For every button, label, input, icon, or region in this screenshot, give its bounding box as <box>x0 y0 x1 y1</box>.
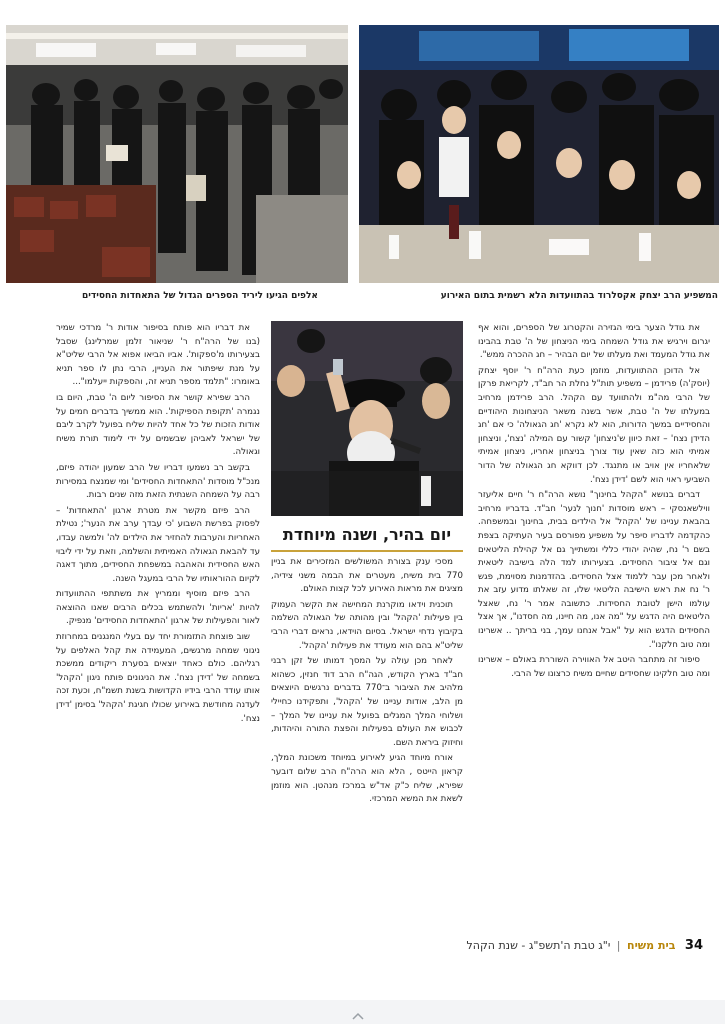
issue-date: י"ג טבת ה'תשפ"ג - שנת הקהל <box>466 939 611 952</box>
paragraph: בקשב רב נשמעו דבריו של הרב שמעון יהודה פיזם, מנכ"ל מוסדות 'התאחדות החסידים' ומי שמנצח במסירות רבה על השמחה השנתית הזאת מזה שנים רבות. <box>56 462 260 501</box>
paragraph: הרב פיזם מוסיף וממריץ את משתתפי ההתוועדות להיות 'אריות' ולהשתמש בכלים הרבים שאנו ההוצאה לאור והפעילות של ארגון 'התאחדות החסידים' מנפיק. <box>56 589 260 627</box>
paragraph: אל הדוכן ההתוועדות, מוזמן כעת הרה"ח ר' יוסף יצחק (יוסק'ה) פרידמן – משפיע תות"ל נחלת הר חב"ד, לקריאת פרקן של הרבי מה"מ ולהתוועד עם הקהל. הרב פרידמן מרחיב במעלתו של ה' טבת, אשר בשנה משאר הניצחונות היהודיים והחסידיים במשך הדורות, הוא לא נקרא 'חג הגאולה' כי אם 'חג הדידן נצח' – זאת כיוון ש'ניצחון' קשור עם המילה 'נצח', וניצחון אמיתי הוא כזה שאין עוד צורך בניצחון אחריו, ניצחון אמיתי שלאחריו אין אויב או מתנגד. לכן דווקא חג הגאולה של הדור השביעי ראוי הוא לשם 'דידן נצח'. <box>478 365 710 485</box>
section-headline: יום בהיר, ושנה מיוחדת <box>271 520 463 552</box>
paragraph: דברים בנושא "הקהל בחינוך" נושא הרה"ח ר' חיים אליעזר ווילשאנסקי – ראש מוסדות 'חנוך לנער' חב"ד. בדבריו מרחיב בהבאת עניינו של 'הקהל' אל הילדים בבית, בחינוך ובמשפחה. כהקדמה לדבריו סיפר על משפיע מפורסם בעיר העתיקה בצפת בשם ר' נח, שהיה יהודי כללי ומשתייך גם אל קהילת הליטאים וגם אל ציבור החסידים. בצעירותו למד הלה בישיבה ליטאית ולאחר מכן עבר ללמוד אצל החסידים. בהזדמנות מסוימת, פגש ר' נח את ראש הישיבה הליטאי שלו, זה שאלתו מדוע עזב את עולמו הישן לטובת החסידות. כתשובה אמר ר' נח, שאצל הליטאים היה הדגש על "מה אנו, מה חיינו, מה חסדנו", אך אצל החסידים הדגש הוא על "אבל אנחנו עמך, בני בריתך .. אשרינו ומה טוב חלקנו". <box>478 490 710 650</box>
paragraph: שוב פוצחת התזמורת יחד עם בעלי המנגנים במחרוזת ניגוני שמחה מרגשים, המעמידה את קהל האלפים על רגליהם. כולם כאחד יוצאים בסערת ריקודים ממשכת בשמחה של 'דידן נצח'. את הניגונים פותח ניגון 'הקהל' אותו עודד הרבי בידיו הקדושות בשנת תשמ"ח, וכעת זכה לעדנה מחודשת באירוע שכולו חגיגת 'הקהל' בסימן 'דידן נצח'. <box>56 632 260 724</box>
paragraph: אורח מיוחד הגיע לאירוע במיוחד משכונת המלך, קראון הייטס , הלא הוא הרה"ח הרב שלום דובער שפירא, שליח כ"ק אד"ש במרכז מנהטן. הוא מוזמן לשאת את המשא המרכזי. <box>271 753 463 805</box>
paragraph: את דבריו הוא פותח בסיפור אודות ר' מרדכי שמיר (בנו של הרה"ח ר' שניאור זלמן שמרלינג) שסבל בצעירותו מ'ספקות'. אביו הביאו אפוא אל הרבי שליט"א על מנת שיפתור את העניין, הרבי נתן לו ספר תניא באומרו: "תלמד מספר תניא זה, והספקות ייעלמו"... <box>56 323 260 388</box>
paragraph: הרב פיזם מקשר את מטרת ארגון 'התאחדות' – לפסוק בפרשת השבוע 'כי עבדך ערב את הנער'; נטילת האחריות והערבות להחזיר את הילדים לה' ולמשה עבדו, עד להבאת הגאולה האמיתית והשלמה, וזאת על ידי ליבוי האש החסידית והאהבה במשפחת החסידים, מתוך דאגה לקיום ההוראותיו של הרבי במעגל השנה. <box>56 505 260 584</box>
chevron-up-icon[interactable] <box>352 1012 364 1020</box>
page-folio <box>467 938 703 953</box>
left-article-column <box>56 322 260 924</box>
middle-article-column <box>271 556 463 924</box>
magazine-brand: בית משיח <box>627 939 676 952</box>
paragraph: מסכי ענק בצורת המשולשים המזכירים את בניין 770 בית משיח, מעטרים את הבמה משני צידיה, מציגים את מראות האירוע לכל קצות האולם. <box>271 557 463 595</box>
paragraph: לאחר מכן עולה על המסך דמותו של זקן רבני חב"ד בארץ הקודש, הגה"ח הרב דוד חנזין, כשהוא מלהיב את הציבור ב־770 בדברים נרגשים היוצאים מן הלב, אודות עניינו של 'הקהל', ותפקידנו כחיילי ושלוחי המלך המגלים בפועל את עניינו של המלך – לכבוש את העולם בפעילות והפצת התורה והיהדות, וחיזוק ביראת השם. <box>271 656 463 748</box>
paragraph: תוכנית וידאו מוקרנת המחישה את הקשר העמוק בין פעילות 'הקהל' ובין מהותה של הגאולה השלמה בקיבוץ נדחי ישראל. בסיום הוידאו, נראים דברי הרבי שליט"א בהם הוא מעודד את פעילות 'הקהל'. <box>271 599 463 651</box>
right-photo-caption: המשפיע הרב יצחק אקסלרוד בהתוועדות הלא רשמית בתום האירוע <box>440 291 718 301</box>
books-fair-crowd-photo <box>6 25 348 283</box>
farbrengen-table-photo <box>359 25 719 283</box>
raised-cup-farbrengen-photo <box>271 321 463 516</box>
paragraph: את גודל הצער בימי הגזירה והקטרוג של הספרים, והוא אף יגרום וירגיש את גודל השמחה בימי הניצחון של ה' טבת בהבינו את גודל המעמד ואת מעלתו של יום הבהיר – חג ההכרה ממש". <box>478 323 710 361</box>
paragraph: הרב שפירא קושר את הסיפור ליום ה' טבת, היום בו נגמרה 'תקופת הספיקות'. הוא ממשיך בדברים חמים על אודות הזכות של כל אחד להיות שליח בפועל לקרב ליבם של ישראל לאביהן שבשמים על ידי לימוד תורת משיח וגאולה. <box>56 392 260 458</box>
folio-separator: | <box>616 939 621 952</box>
left-photo-caption: אלפים הגיעו ליריד הספרים הגדול של התאחדות החסידים <box>82 291 318 301</box>
page-number: 34 <box>684 938 703 953</box>
right-article-column <box>478 322 710 924</box>
paragraph: סיפור זה מתחבר היטב אל האווירה השוררת באולם – אשרינו ומה טוב חלקינו שחסידים שחיים משיח כרצונו של הרבי. <box>478 655 710 679</box>
